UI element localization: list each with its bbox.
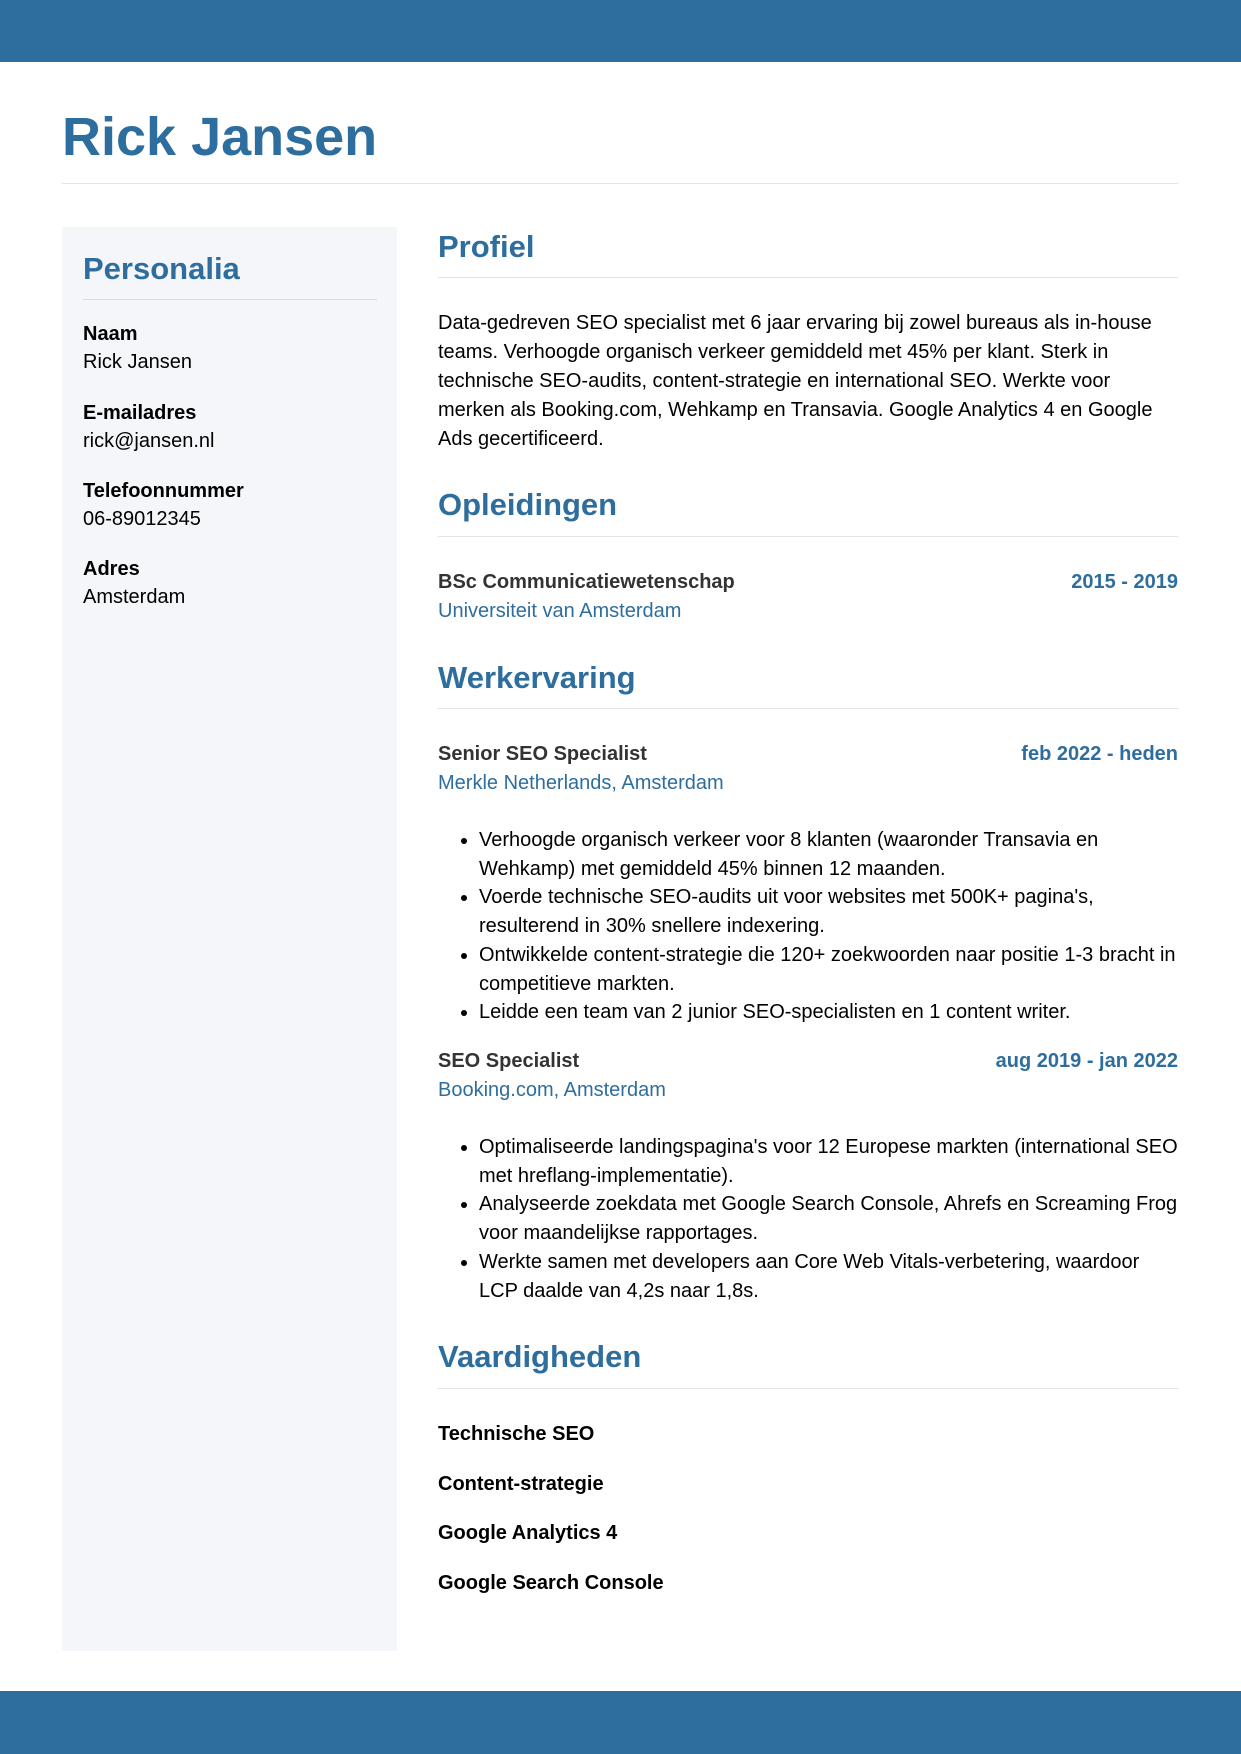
job-period: feb 2022 - heden xyxy=(1021,743,1178,765)
field-value: Rick Jansen xyxy=(83,351,192,373)
job-company: Merkle Netherlands, Amsterdam xyxy=(438,772,724,794)
personalia-sidebar xyxy=(62,227,397,1651)
field-label: Naam xyxy=(83,323,138,345)
field-value: 06-89012345 xyxy=(83,508,201,530)
divider xyxy=(83,299,377,300)
top-banner xyxy=(0,0,1241,62)
field-telefoon xyxy=(83,477,244,533)
field-label: E-mailadres xyxy=(83,402,197,424)
education-period: 2015 - 2019 xyxy=(1071,571,1178,593)
list-item: • Optimaliseerde landingspagina's voor 12 Europese markten (international SEO met hreflang-implementatie). xyxy=(479,1133,1178,1190)
profiel-text: Data-gedreven SEO specialist met 6 jaar ervaring bij zowel bureaus als in-house teams. Verhoogde organisch verkeer gemiddeld met 45% per klant. Sterk in technische SEO-audits, content-strategie en international SEO. Werkte voor merken als Booking.com, Wehkamp en Transavia. Google Analytics 4 en Google Ads gecertificeerd. xyxy=(438,312,1153,450)
list-item: • Ontwikkelde content-strategie die 120+ zoekwoorden naar positie 1-3 bracht in competitieve markten. xyxy=(479,941,1178,998)
candidate-name: Rick Jansen xyxy=(62,107,378,167)
job-role: SEO Specialist xyxy=(438,1050,580,1072)
skill-item: Google Analytics 4 xyxy=(438,1522,618,1544)
skill-item: Content-strategie xyxy=(438,1473,604,1495)
field-adres xyxy=(83,555,185,611)
divider xyxy=(438,1388,1178,1389)
education-row xyxy=(438,568,1178,597)
werkervaring-title: Werkervaring xyxy=(438,660,636,695)
personalia-title: Personalia xyxy=(83,251,240,286)
field-value: rick@jansen.nl xyxy=(83,430,215,452)
job-company: Booking.com, Amsterdam xyxy=(438,1079,666,1101)
field-label: Telefoonnummer xyxy=(83,480,244,502)
job-role: Senior SEO Specialist xyxy=(438,743,647,765)
divider xyxy=(438,277,1178,278)
education-degree: BSc Communicatiewetenschap xyxy=(438,571,735,593)
list-item: • Verhoogde organisch verkeer voor 8 klanten (waaronder Transavia en Wehkamp) met gemiddeld 45% binnen 12 maanden. xyxy=(479,826,1178,883)
field-naam xyxy=(83,320,192,376)
field-label: Adres xyxy=(83,558,140,580)
opleidingen-title: Opleidingen xyxy=(438,487,618,522)
job-bullets xyxy=(438,1133,1178,1305)
divider xyxy=(438,708,1178,709)
job-row xyxy=(438,740,1178,769)
job-row xyxy=(438,1047,1178,1076)
field-value: Amsterdam xyxy=(83,586,186,608)
bottom-banner xyxy=(0,1691,1241,1754)
list-item: • Analyseerde zoekdata met Google Search Console, Ahrefs en Screaming Frog voor maandelijkse rapportages. xyxy=(479,1190,1178,1247)
profiel-title: Profiel xyxy=(438,229,535,264)
vaardigheden-title: Vaardigheden xyxy=(438,1339,642,1374)
skill-item: Google Search Console xyxy=(438,1572,664,1594)
job-bullets xyxy=(438,826,1178,1027)
divider xyxy=(438,536,1178,537)
job-period: aug 2019 - jan 2022 xyxy=(995,1050,1178,1072)
skill-item: Technische SEO xyxy=(438,1423,595,1445)
education-school: Universiteit van Amsterdam xyxy=(438,600,682,622)
list-item: • Werkte samen met developers aan Core Web Vitals-verbetering, waardoor LCP daalde van 4,2s naar 1,8s. xyxy=(479,1248,1178,1305)
list-item: • Voerde technische SEO-audits uit voor websites met 500K+ pagina's, resulterend in 30% snellere indexering. xyxy=(479,883,1178,940)
list-item: • Leidde een team van 2 junior SEO-specialisten en 1 content writer. xyxy=(479,998,1178,1027)
field-email xyxy=(83,399,214,455)
divider xyxy=(62,183,1178,184)
